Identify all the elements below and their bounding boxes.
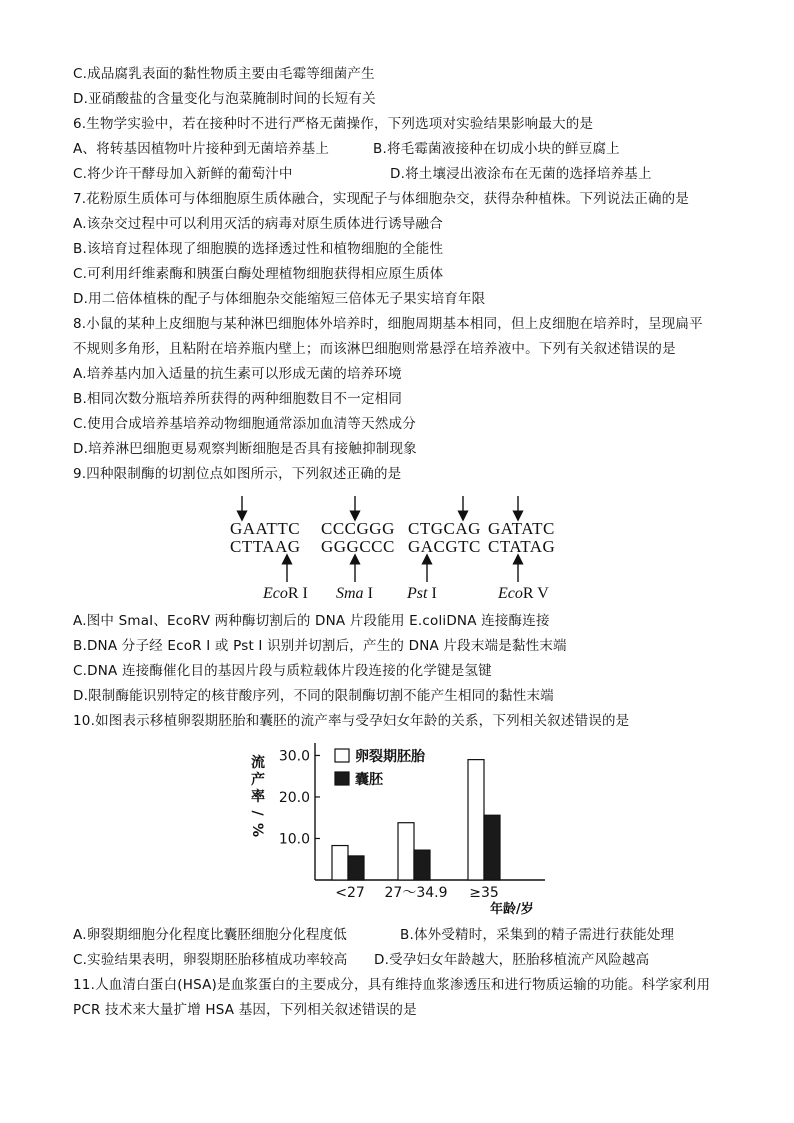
q10-option-a: A.卵裂期细胞分化程度比囊胚细胞分化程度低 bbox=[73, 927, 347, 943]
q10-option-d: D.受孕妇女年龄越大，胚胎移植流产风险越高 bbox=[374, 952, 650, 968]
question-10: 10.如图表示移植卵裂期胚胎和囊胚的流产率与受孕妇女年龄的关系，下列相关叙述错误的是 bbox=[73, 713, 630, 729]
bar-cleavage bbox=[332, 846, 348, 880]
smai-top-seq: CCCGGG bbox=[321, 519, 395, 538]
q9-option-c: C.DNA 连接酶催化目的基因片段与质粒载体片段连接的化学键是氢键 bbox=[73, 663, 492, 679]
q9-option-d: D.限制酶能识别特定的核苷酸序列，不同的限制酶切割不能产生相同的黏性末端 bbox=[73, 688, 554, 704]
bar-blastocyst bbox=[484, 815, 500, 880]
legend-swatch-cleavage bbox=[335, 749, 349, 762]
y-tick-label: 30.0 bbox=[278, 748, 310, 765]
question-11-line1: 11.人血清白蛋白(HSA)是血浆蛋白的主要成分，具有维持血浆渗透压和进行物质运输的功能。科学家利用 bbox=[73, 977, 711, 993]
q7-option-a: A.该杂交过程中可以利用灭活的病毒对原生质体进行诱导融合 bbox=[73, 216, 443, 232]
legend bbox=[335, 748, 426, 788]
q10-option-b: B.体外受精时，采集到的精子需进行获能处理 bbox=[400, 927, 675, 943]
smai-bottom-seq: GGGCCC bbox=[321, 537, 395, 556]
y-axis-label-char: / bbox=[249, 810, 265, 816]
ecori-label: EcoR I bbox=[263, 585, 308, 602]
q6-option-b: B.将毛霉菌液接种在切成小块的鲜豆腐上 bbox=[373, 141, 620, 157]
psti-label: Pst I bbox=[407, 585, 437, 602]
question-8-line1: 8.小鼠的某种上皮细胞与某种淋巴细胞体外培养时，细胞周期基本相同，但上皮细胞在培养时，呈现扁平 bbox=[73, 316, 703, 332]
y-tick-label: 10.0 bbox=[278, 831, 310, 848]
q8-option-b: B.相同次数分瓶培养所获得的两种细胞数目不一定相同 bbox=[73, 391, 403, 407]
question-9: 9.四种限制酶的切割位点如图所示，下列叙述正确的是 bbox=[73, 466, 402, 482]
x-tick-label: 27～34.9 bbox=[384, 885, 448, 901]
smai-label: Sma I bbox=[336, 585, 373, 602]
y-axis-label-char: % bbox=[249, 822, 265, 838]
q7-option-b: B.该培育过程体现了细胞膜的选择透过性和植物细胞的全能性 bbox=[73, 241, 444, 257]
y-axis-label-char: 流 bbox=[251, 755, 265, 771]
ecorv-label: EcoR V bbox=[498, 585, 549, 602]
legend-label-cleavage: 卵裂期胚胎 bbox=[355, 749, 425, 765]
q8-option-c: C.使用合成培养基培养动物细胞通常添加血清等天然成分 bbox=[73, 416, 416, 432]
legend-swatch-blastocyst bbox=[335, 772, 349, 785]
x-tick-labels bbox=[335, 885, 499, 901]
x-axis-label: 年龄/岁 bbox=[490, 902, 534, 917]
y-axis-label-char: 产 bbox=[251, 772, 265, 788]
ecorv-top-seq: GATATC bbox=[488, 519, 555, 538]
question-11-line2: PCR 技术来大量扩增 HSA 基因，下列相关叙述错误的是 bbox=[73, 1002, 417, 1018]
q8-option-d: D.培养淋巴细胞更易观察判断细胞是否具有接触抑制现象 bbox=[73, 441, 417, 457]
q6-option-c: C.将少许干酵母加入新鲜的葡萄汁中 bbox=[73, 166, 293, 182]
option-d-prev: D.亚硝酸盐的含量变化与泡菜腌制时间的长短有关 bbox=[73, 91, 376, 107]
q8-option-a: A.培养基内加入适量的抗生素可以形成无菌的培养环境 bbox=[73, 366, 402, 382]
question-6: 6.生物学实验中，若在接种时不进行严格无菌操作，下列选项对实验结果影响最大的是 bbox=[73, 116, 594, 132]
q7-option-c: C.可利用纤维素酶和胰蛋白酶处理植物细胞获得相应原生质体 bbox=[73, 266, 444, 282]
restriction-site-figure bbox=[222, 492, 562, 602]
y-axis-label-char: 率 bbox=[251, 789, 265, 805]
question-7: 7.花粉原生质体可与体细胞原生质体融合，实现配子与体细胞杂交，获得杂种植株。下列说法正确的是 bbox=[73, 191, 690, 207]
ecorv-bottom-seq: CTATAG bbox=[488, 537, 556, 556]
legend-label-blastocyst: 囊胚 bbox=[355, 772, 383, 788]
option-c-prev: C.成品腐乳表面的黏性物质主要由毛霉等细菌产生 bbox=[73, 66, 375, 82]
y-tick-label: 20.0 bbox=[278, 789, 310, 806]
q10-option-c: C.实验结果表明，卵裂期胚胎移植成功率较高 bbox=[73, 952, 348, 968]
psti-top-seq: CTGCAG bbox=[408, 519, 481, 538]
y-axis-label bbox=[249, 754, 265, 837]
ecori-bottom-seq: CTTAAG bbox=[230, 537, 301, 556]
q6-option-d: D.将土壤浸出液涂布在无菌的选择培养基上 bbox=[390, 166, 652, 182]
q9-option-b: B.DNA 分子经 EcoR I 或 Pst I 识别并切割后，产生的 DNA 片段末端是黏性末端 bbox=[73, 638, 567, 654]
bar-cleavage bbox=[468, 760, 484, 880]
y-ticks bbox=[279, 748, 320, 847]
question-8-line2: 不规则多角形，且粘附在培养瓶内壁上；而该淋巴细胞则常悬浮在培养液中。下列有关叙述错误的是 bbox=[73, 341, 676, 357]
q9-option-a: A.图中 SmaI、EcoRV 两种酶切割后的 DNA 片段能用 E.coliDNA 连接酶连接 bbox=[73, 613, 550, 629]
x-tick-label: <27 bbox=[335, 885, 365, 901]
ecori-top-seq: GAATTC bbox=[230, 519, 301, 538]
x-tick-label: ≥35 bbox=[469, 885, 499, 901]
psti-bottom-seq: GACGTC bbox=[408, 537, 481, 556]
q7-option-d: D.用二倍体植株的配子与体细胞杂交能缩短三倍体无子果实培育年限 bbox=[73, 291, 486, 307]
q6-option-a: A、将转基因植物叶片接种到无菌培养基上 bbox=[73, 141, 330, 157]
bar-blastocyst bbox=[414, 850, 430, 880]
bar-blastocyst bbox=[348, 856, 364, 880]
miscarriage-rate-chart bbox=[240, 735, 570, 920]
bar-cleavage bbox=[398, 823, 414, 880]
